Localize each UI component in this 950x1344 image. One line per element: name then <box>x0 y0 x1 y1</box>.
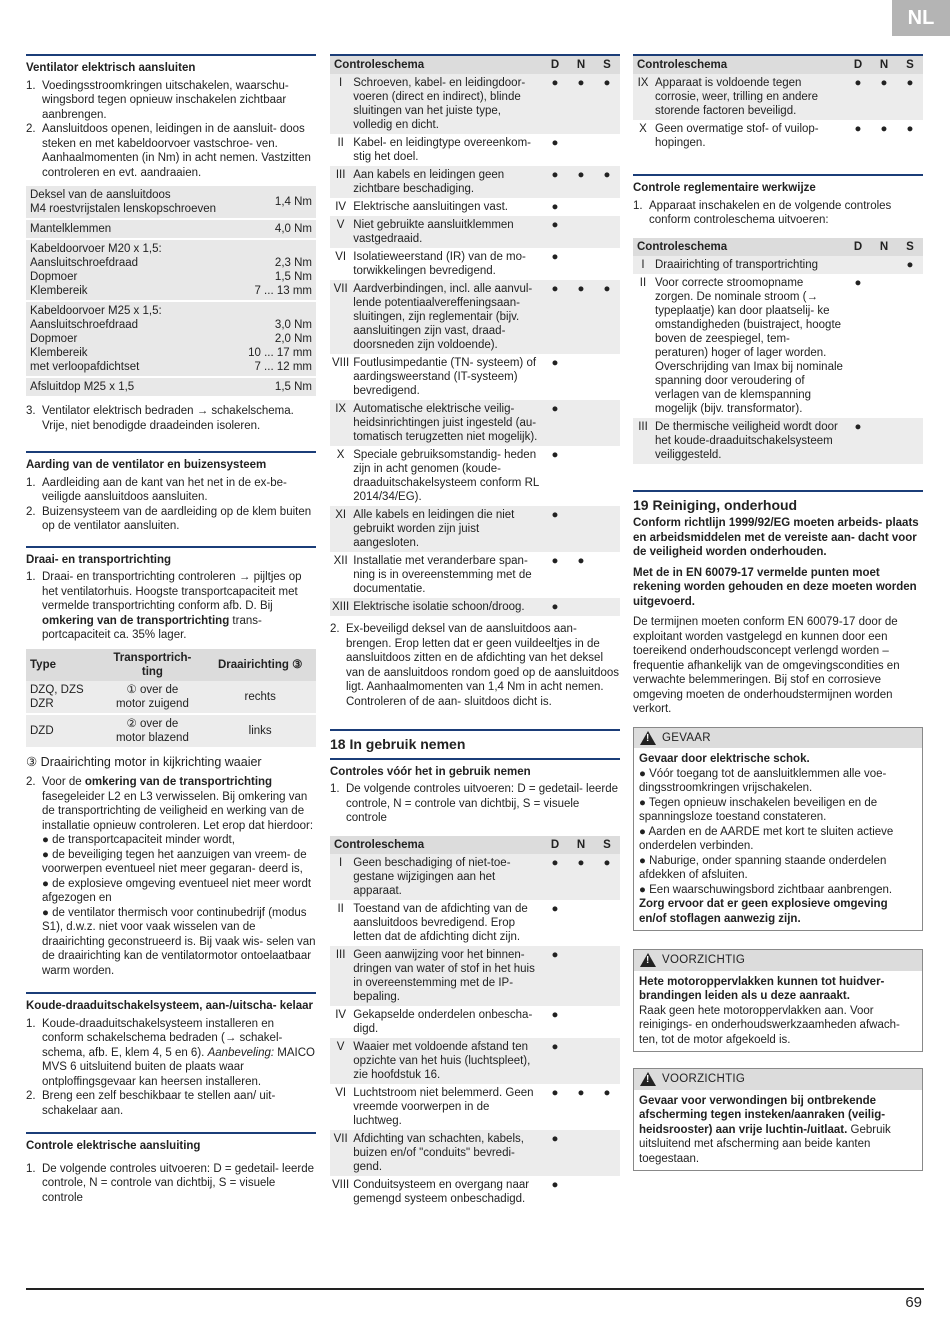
warning-box-caution-hot <box>633 949 923 1052</box>
table-row: IX Apparaat is voldoende tegen corrosie, weer, trilling en andere storende factoren beveiligd. ● ● ● <box>633 74 923 120</box>
steps-list <box>330 782 620 826</box>
paragraph: Conform richtlijn 1999/92/EG moeten arbeids- plaats en arbeidsmiddelen met de vereiste aan- dacht voor de veiligheid worden onderhouden. <box>633 517 919 558</box>
list-item: ● Een waarschuwingsbord zichtbaar aanbrengen. <box>639 883 893 896</box>
paragraph: De termijnen moeten conform EN 60079-17 door de exploitant worden vastgelegd en kunnen door een toereikend onderhoudsconcept verlengd worden – frequentie afhankelijk van de omgevingscondities en verwachte belemmeringen. Bij stof en corrosieve omgeving moeten de onderhoudstermijnen worden verkort. <box>633 616 900 715</box>
rotation-note: ③ Draairichting motor in kijkrichting waaier <box>26 754 262 769</box>
step: 1. Apparaat inschakelen en de volgende controles conform controleschema uitvoeren: <box>633 199 892 226</box>
table-row: III Geen aanwijzing voor het binnen- dringen van water of stof in het huis in overeenstemming met de IP-bepaling. ● <box>330 946 620 1006</box>
column-left <box>26 54 316 1205</box>
table-header: Controleschema D N S <box>330 56 620 74</box>
table-row: III De thermische veiligheid wordt door het koude-draaduitschakelsysteem veiliggesteld. ● <box>633 418 923 464</box>
table-row: Mantelklemmen 4,0 Nm <box>26 219 316 239</box>
steps-list <box>26 1017 316 1119</box>
table-row: XIII Elektrische isolatie schoon/droog. ● <box>330 598 620 616</box>
step: 2. Aansluitdoos openen, leidingen in de aansluit- doos steken en met kabeldoorvoer vastschroe- ven. Aanhaalmomenten (in Nm) in acht nemen. Vastzitten controleren en evt. aandraaien. <box>26 123 311 179</box>
table-row: DZD ② over de motor blazend links <box>26 714 316 748</box>
step: 2. Ex-beveiligd deksel van de aansluitdoos aan- brengen. Erop letten dat er geen vuildeeltjes in de aansluitdoos zitten en de afdichting van het deksel van de aansluitdoos rondom goed op de aansluitdoos ligt. Aanhaalmomenten van 1,4 Nm in acht nemen. Controleren of de aan- sluitdoos dicht is. <box>330 623 620 708</box>
step: 3. Ventilator elektrisch bedraden → schakelschema. Vrije, niet benodigde draadeinden isoleren. <box>26 405 294 432</box>
warning-text: Gebruik uitsluitend met afscherming aan beide kanten toegestaan. <box>639 1123 891 1165</box>
steps-list <box>330 622 620 709</box>
step: 2. Breng een zelf beschikbaar te stellen aan/ uit-schakelaar aan. <box>26 1090 276 1117</box>
table-row: VII Afdichting van schachten, kabels, buizen en/of "conduits" bevredi- gend. ● <box>330 1130 620 1176</box>
steps-list <box>26 79 316 181</box>
table-row: IX Automatische elektrische veilig- heidsinrichtingen juist ingesteld (au- tomatisch terugzetten niet mogelijk). ● <box>330 400 620 446</box>
section-pre-commissioning <box>330 758 620 826</box>
step: 1. Draai- en transportrichting controleren → pijltjes op het ventilatorhuis. Hoogste transportcapaciteit met vermelde transportrichting conform afb. D. Bij omkering van de transportrichting trans- portcapaciteit ca. 35% lager. <box>26 571 302 641</box>
table-row: Kabeldoorvoer M25 x 1,5: Aansluitschroefdraad Dopmoer Klembereik met verloopafdichtset 3,0 Nm 2,0 Nm 10 ... 17 mm 7 ... 12 mm <box>26 301 316 377</box>
table-row: XII Installatie met veranderbare span- ning is in overeenstemming met de documentatie. ● ● <box>333 555 585 595</box>
warning-title: Gevaar voor verwondingen bij ontbrekende afscherming tegen insteken/aanraken (veilig- heidsrooster) aan vrije luchtin-/uitlaat. <box>639 1094 886 1136</box>
control-table-continued <box>633 56 923 152</box>
list-item: ● de ventilator thermisch voor continubedrijf (modus S1), d.w.z. niet voor vaak wisselen van de draairichting geconstrueerd is. Bij vaak wis- selen van de draairichting kan de ventilatormotor ontoelaatbaar warm worden. <box>42 906 316 977</box>
step: 1. De volgende controles uitvoeren: D = gedetail- leerde controle, N = controle van dichtbij, S = visuele controle <box>330 783 619 824</box>
section-check-electrical <box>26 1132 316 1205</box>
warning-box-danger <box>633 727 923 932</box>
warning-label: VOORZICHTIG <box>662 1073 746 1085</box>
step: 1. Aardleiding aan de kant van het net in de ex-be- veiligde aansluitdoos aansluiten. <box>26 476 287 503</box>
control-table-electrical <box>330 56 620 616</box>
steps-list <box>26 476 316 534</box>
type-table <box>26 649 316 749</box>
steps-list <box>26 404 316 433</box>
table-row: VI Luchtstroom niet belemmerd. Geen vreemde voorwerpen in de luchtweg. ● ● ● <box>335 1086 611 1127</box>
section-title: Ventilator elektrisch aansluiten <box>26 62 196 74</box>
warning-end: Zorg ervoor dat er geen explosieve omgeving en/of stoflagen aanwezig zijn. <box>639 898 888 925</box>
section-electrical-connection <box>26 54 316 433</box>
table-row: II Kabel- en leidingtype overeenkom- stig het doel. ● <box>337 137 559 163</box>
table-row: VI Isolatieweerstand (IR) van de mo- torwikkelingen bevredigend. ● <box>335 251 559 277</box>
table-row: Afsluitdop M25 x 1,5 1,5 Nm <box>26 377 316 397</box>
table-row: I Geen beschadiging of niet-toe- gestane wijzigingen aan het apparaat. ● ● ● <box>330 854 620 900</box>
control-table-operation <box>633 238 923 464</box>
section-operation-check <box>633 174 923 228</box>
language-tab: NL <box>892 0 950 36</box>
warning-label: GEVAAR <box>662 731 711 744</box>
table-row: I Draairichting of transportrichting ● <box>633 256 923 274</box>
list-item: ● de explosieve omgeving eventueel niet meer wordt afgezogen en <box>42 877 312 904</box>
warning-title: Gevaar door elektrische schok. <box>639 753 810 765</box>
section-grounding <box>26 451 316 534</box>
steps-list <box>26 1162 316 1206</box>
footer-rule <box>26 1288 924 1290</box>
table-row: VIII Foutlusimpedantie (TN- systeem) of aardingsweerstand (IT-systeem) bevredigend. ● <box>332 357 559 397</box>
column-middle <box>330 54 620 1208</box>
step: 1. Koude-draaduitschakelsysteem installeren en conform schakelschema bedraden (→ schakel- schema, afb. E, klem 4, 5 en 6). Aanbeveling: MAICO MVS 6 uitsluitend buiten de plaats waar ontploffingsgevaar kan heersen installeren. <box>26 1017 315 1088</box>
section-title: Aarding van de ventilator en buizensysteem <box>26 459 267 471</box>
heading-18: 18 In gebruik nemen <box>330 729 620 752</box>
section-title: Controle elektrische aansluiting <box>26 1140 201 1152</box>
table-row: VII Aardverbindingen, incl. alle aanvul- lende potentiaalvereffeningsaan- sluitingen, zijn reglementair (bijv. aansluitingen zijn vast, draad- doorsneden zijn voldoende). ● ● ● <box>330 280 620 354</box>
steps-list <box>26 775 316 833</box>
warning-text: Raak geen hete motoroppervlakken aan. Voor reinigings- en onderhoudswerkzaamheden afwach- ten, tot de motor afgekoeld is. <box>639 1004 900 1046</box>
section-cold-wire <box>26 992 316 1118</box>
table-row: Kabeldoorvoer M20 x 1,5: Aansluitschroefdraad Dopmoer Klembereik 2,3 Nm 1,5 Nm 7 ... 13 mm <box>26 239 316 301</box>
section-rotation-direction <box>26 546 316 979</box>
section-title: Controles vóór het in gebruik nemen <box>330 765 531 778</box>
table-row: IV Elektrische aansluitingen vast. ● <box>335 201 559 213</box>
step: 2. Buizensysteem van de aardleiding op de klem buiten op de ventilator aansluiten. <box>26 505 312 532</box>
table-row: Deksel van de aansluitdoos M4 roestvrijstalen lenskopschroeven 1,4 Nm <box>26 186 316 219</box>
warning-label: VOORZICHTIG <box>662 954 746 966</box>
table-header: Controleschema D N S <box>330 836 620 854</box>
warning-box-caution-injury <box>633 1068 923 1171</box>
table-row: II Toestand van de afdichting van de aansluitdoos bevredigend. Erop letten dat de afdichting dicht zijn. ● <box>337 902 559 943</box>
bullet-list <box>26 833 316 978</box>
list-item: ● Vóór toegang tot de aansluitklemmen alle voe- dingsstroomkringen vrijschakelen. <box>639 767 887 794</box>
steps-list <box>633 199 923 228</box>
list-item: ● Aarden en de AARDE met kort te sluiten actieve onderdelen verbinden. <box>639 825 894 852</box>
table-row: V Niet gebruikte aansluitklemmen vastgedraaid. ● <box>330 216 620 248</box>
table-row: V Waaier met voldoende afstand ten opzichte van het huis (luchtspleet), zie hoofdstuk 16. ● <box>330 1038 620 1084</box>
section-title: Draai- en transportrichting <box>26 553 172 566</box>
table-header: Controleschema D N S <box>633 56 923 74</box>
table-header: Controleschema D N S <box>633 238 923 256</box>
warning-icon: ! <box>640 731 656 745</box>
list-item: ● Tegen opnieuw inschakelen beveiligen en de spanningsloze toestand constateren. <box>639 796 878 823</box>
list-item: ● Naburige, onder spanning staande onderdelen afdekken of afsluiten. <box>639 854 887 881</box>
page-number: 69 <box>905 1294 922 1311</box>
warning-title: Hete motoroppervlakken kunnen tot huidver- brandingen leiden als u deze aanraakt. <box>639 975 885 1002</box>
table-row: DZQ, DZS DZR ① over de motor zuigend rechts <box>26 681 316 714</box>
column-right <box>633 54 923 1171</box>
warning-icon: ! <box>640 953 656 967</box>
table-row: X Speciale gebruiksomstandig- heden zijn in acht genomen (koude-draaduitschakelsysteem conform RL 2014/34/EG). ● <box>336 449 559 503</box>
table-row: IV Gekapselde onderdelen onbescha- digd. ● <box>335 1008 559 1035</box>
step: 1. Voedingsstroomkringen uitschakelen, waarschu- wingsbord tegen opnieuw inschakelen zichtbaar aanbrengen. <box>26 79 289 121</box>
table-header: Type Transportrich- ting Draairichting ③ <box>26 649 316 681</box>
table-row: X Geen overmatige stof- of vuilop- hopingen. ● ● ● <box>639 123 914 149</box>
warning-icon: ! <box>640 1072 656 1086</box>
table-row: II Voor correcte stroomopname zorgen. De nominale stroom (→ typeplaatje) kan door plaatselij- ke omstandigheden (buistraject, hoogte boven de zeespiegel, tem- peraturen) hoger of lager worden. Overschrijding van Imax bij nominale spanning door veroudering of verlagen van de klemspanning mogelijk (bijv. transformator). ● <box>639 276 862 415</box>
section-title: Koude-draaduitschakelsysteem, aan-/uitscha- kelaar <box>26 1000 313 1012</box>
step: 1. De volgende controles uitvoeren: D = gedetail- leerde controle, N = controle van dichtbij, S = visuele controle <box>26 1162 315 1204</box>
list-item: ● de beveiliging tegen het aanzuigen van vreem- de voorwerpen eventueel niet meer gegaran- deerd is, <box>42 848 307 875</box>
paragraph: Met de in EN 60079-17 vermelde punten moet rekening worden gehouden en deze moeten worden uitgevoerd. <box>633 566 917 608</box>
torque-table <box>26 186 316 398</box>
section-title: Controle reglementaire werkwijze <box>633 182 816 194</box>
table-row: XI Alle kabels en leidingen die niet gebruikt worden zijn juist aangesloten. ● <box>330 506 620 552</box>
heading-19: 19 Reiniging, onderhoud <box>633 490 923 513</box>
table-row: I Schroeven, kabel- en leidingdoor- voeren (direct en indirect), blinde sluitingen van het juiste type, volledig en dicht. ● ● ● <box>330 74 620 134</box>
table-row: III Aan kabels en leidingen geen zichtbare beschadiging. ● ● ● <box>330 166 620 198</box>
step: 2. Voor de omkering van de transportrichting fasegeleider L2 en L3 verwisselen. Bij omkering van de transportrichting de veiligheid en werking van de installatie opnieuw controleren. Let erop dat hierdoor: <box>26 776 314 832</box>
table-row: VIII Conduitsysteem en overgang naar gemengd systeem onbeschadigd. ● <box>332 1178 559 1205</box>
steps-list <box>26 570 316 643</box>
list-item: ● de transportcapaciteit minder wordt, <box>42 834 235 846</box>
control-table-commissioning <box>330 836 620 1208</box>
